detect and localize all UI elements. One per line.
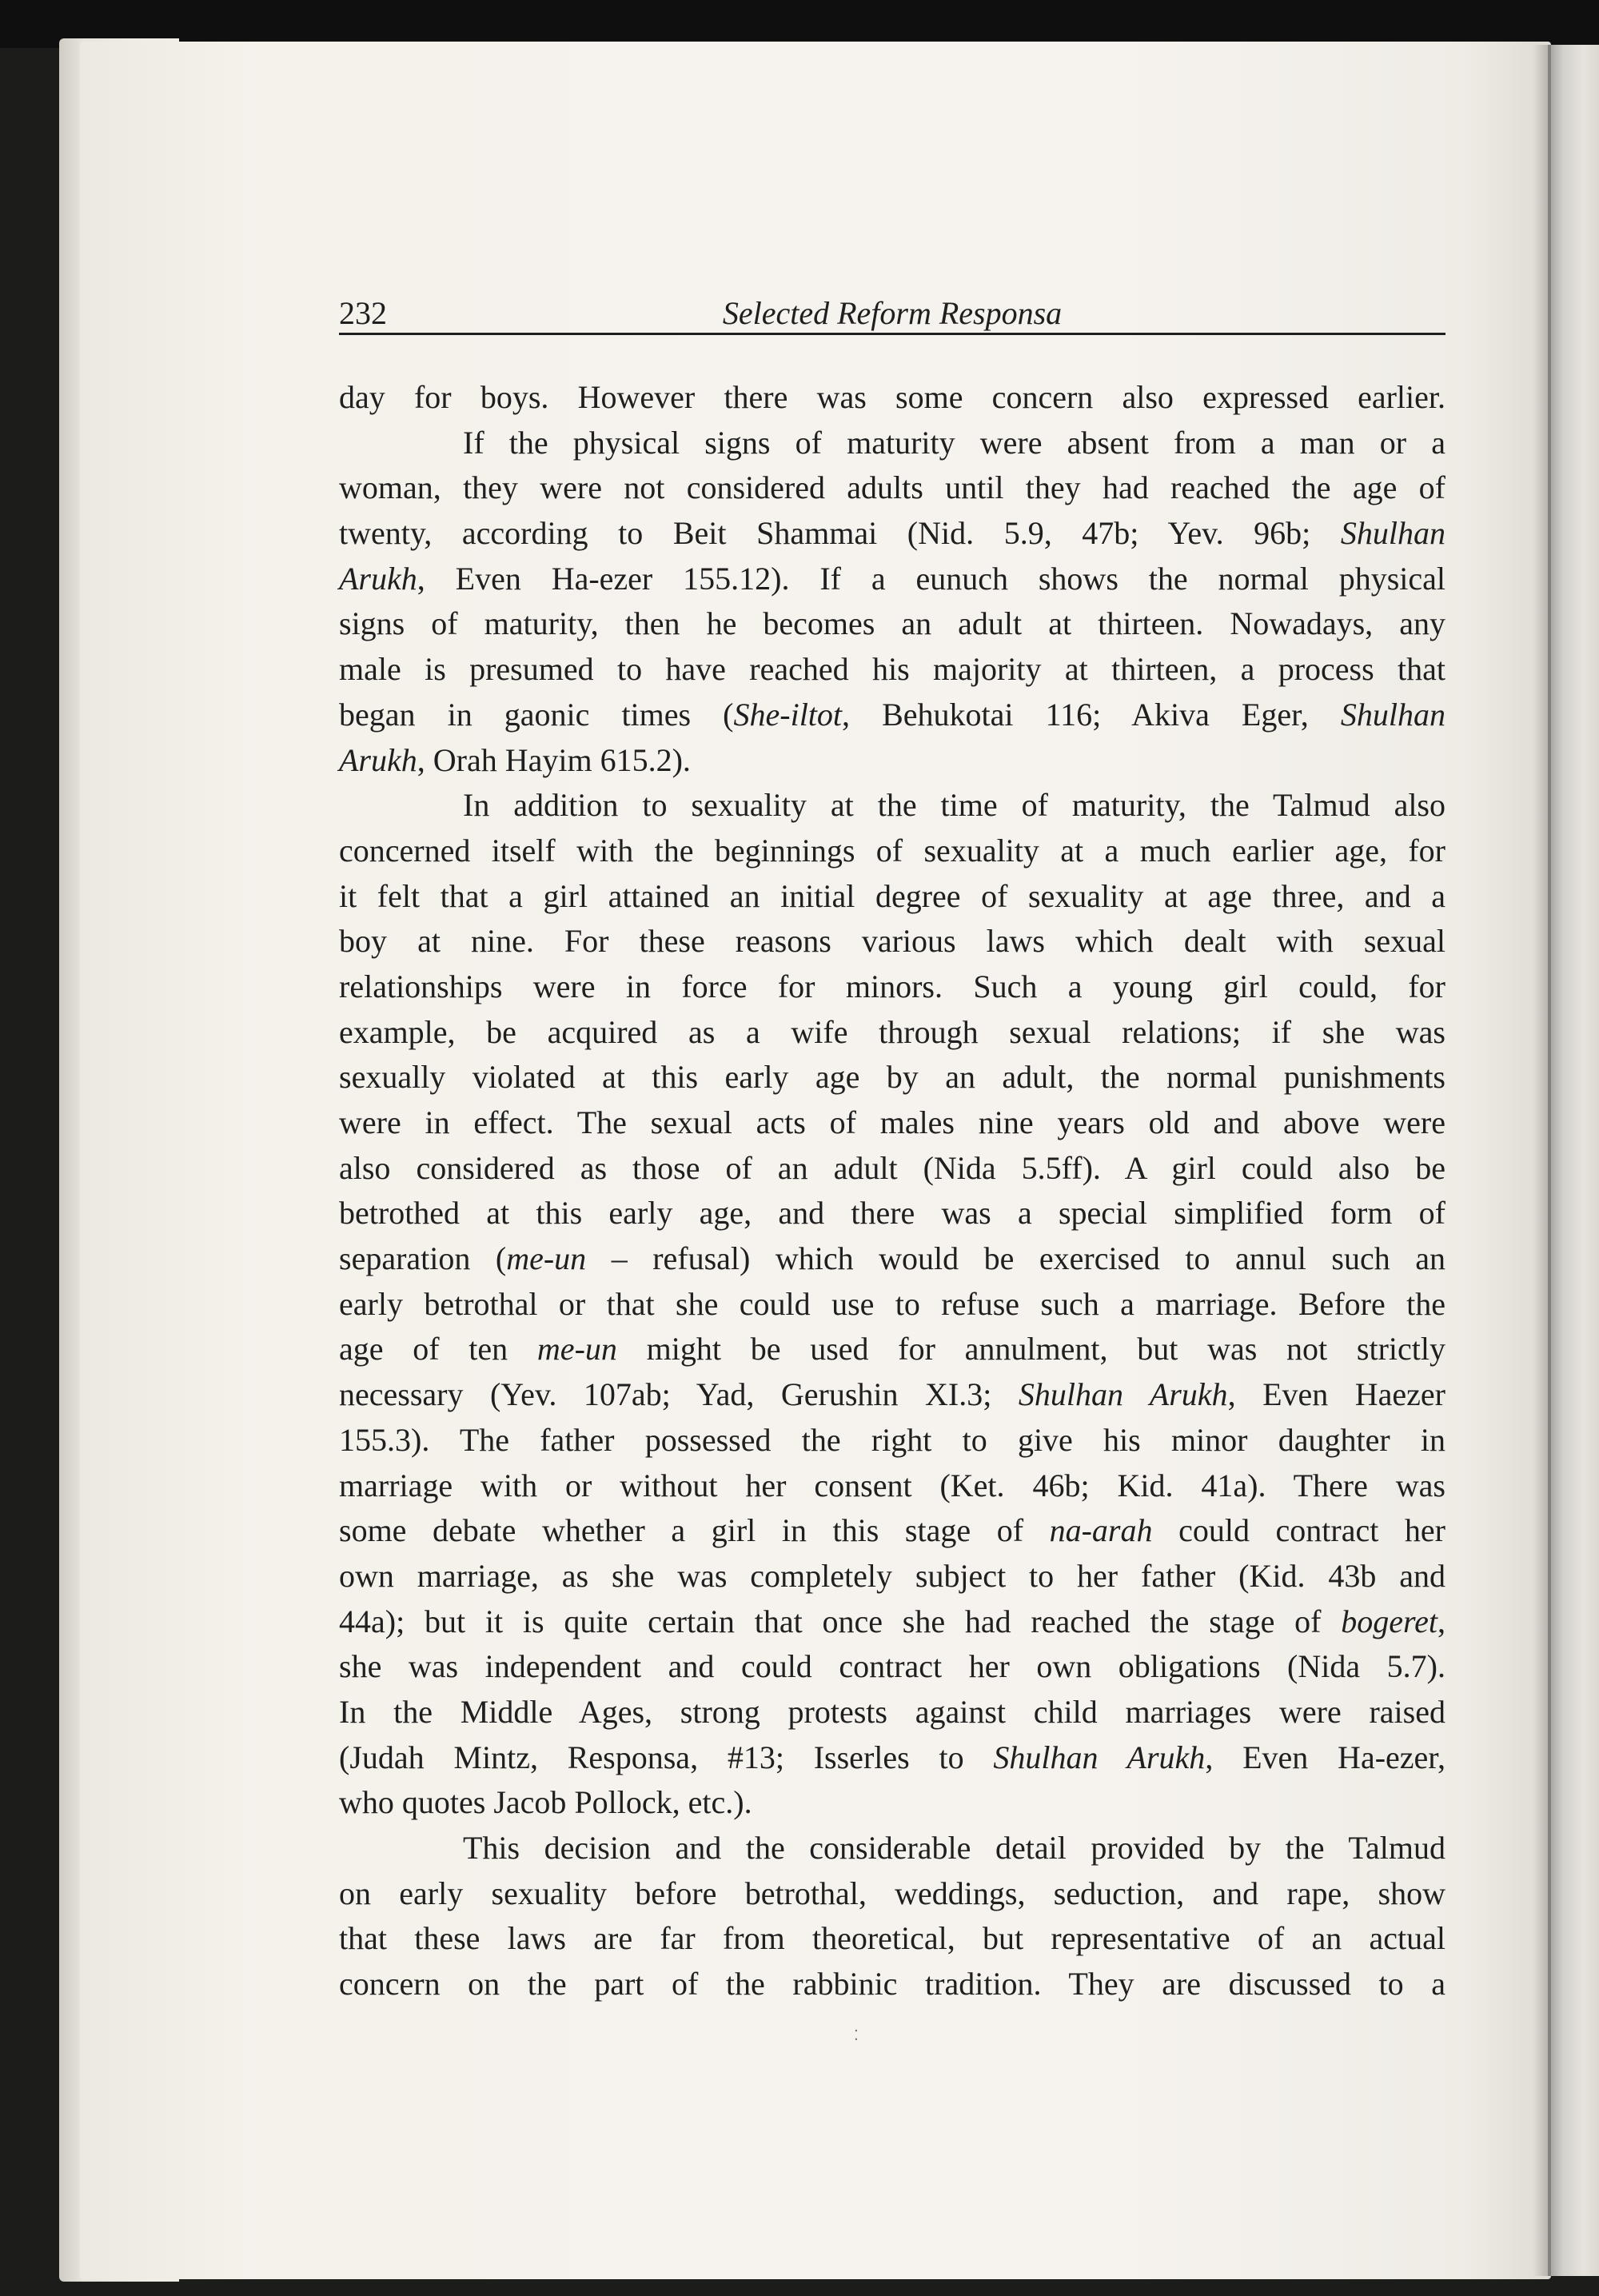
text-line: sexually violated at this early age by an adult, the normal punishments xyxy=(339,1059,1445,1096)
print-speck: ⁚ xyxy=(854,2027,859,2044)
dark-backdrop xyxy=(0,0,1599,48)
text-line: that these laws are far from theoretical, but representative of an actual xyxy=(339,1920,1445,1957)
text-line: she was independent and could contract her own obligations (Nida 5.7). xyxy=(339,1648,1445,1685)
text-line: signs of maturity, then he becomes an adult at thirteen. Nowadays, any xyxy=(339,605,1445,642)
text-line: own marriage, as she was completely subject to her father (Kid. 43b and xyxy=(339,1557,1445,1594)
text-line: 44a); but it is quite certain that once she had reached the stage of bogeret, xyxy=(339,1603,1445,1639)
text-line: were in effect. The sexual acts of males nine years old and above were xyxy=(339,1104,1445,1140)
text-line: 155.3). The father possessed the right to give his minor daughter in xyxy=(339,1421,1445,1458)
text-line: woman, they were not considered adults until they had reached the age of xyxy=(339,469,1445,506)
text-line: boy at nine. For these reasons various laws which dealt with sexual xyxy=(339,923,1445,960)
body-text xyxy=(339,375,1445,2007)
text-line: concern on the part of the rabbinic tradition. They are discussed to a xyxy=(339,1966,1445,2003)
text-line: on early sexuality before betrothal, weddings, seduction, and rape, show xyxy=(339,1875,1445,1911)
text-line: If the physical signs of maturity were absent from a man or a xyxy=(463,424,1445,461)
text-line: betrothed at this early age, and there was a special simplified form of xyxy=(339,1195,1445,1232)
text-line: age of ten me-un might be used for annulment, but was not strictly xyxy=(339,1331,1445,1368)
page-header xyxy=(339,294,1445,335)
page-number: 232 xyxy=(339,295,387,331)
text-line: Arukh, Even Ha-ezer 155.12). If a eunuch shows the normal physical xyxy=(339,560,1445,597)
text-line: twenty, according to Beit Shammai (Nid. 5.9, 47b; Yev. 96b; Shulhan xyxy=(339,515,1445,552)
text-line: it felt that a girl attained an initial degree of sexuality at age three, and a xyxy=(339,877,1445,914)
text-line: began in gaonic times (She-iltot, Behukotai 116; Akiva Eger, Shulhan xyxy=(339,696,1445,733)
text-line: also considered as those of an adult (Nida 5.5ff). A girl could also be xyxy=(339,1149,1445,1186)
text-line: early betrothal or that she could use to refuse such a marriage. Before the xyxy=(339,1285,1445,1322)
text-line: male is presumed to have reached his majority at thirteen, a process that xyxy=(339,651,1445,688)
text-line: relationships were in force for minors. Such a young girl could, for xyxy=(339,968,1445,1004)
text-line: who quotes Jacob Pollock, etc.). xyxy=(339,1784,752,1821)
text-line: In addition to sexuality at the time of maturity, the Talmud also xyxy=(463,787,1445,824)
text-line: separation (me-un – refusal) which would be exercised to annul such an xyxy=(339,1240,1445,1277)
text-line: necessary (Yev. 107ab; Yad, Gerushin XI.3; Shulhan Arukh, Even Haezer xyxy=(339,1376,1445,1413)
text-line: (Judah Mintz, Responsa, #13; Isserles to Shulhan Arukh, Even Ha-ezer, xyxy=(339,1739,1445,1775)
text-line: This decision and the considerable detail provided by the Talmud xyxy=(463,1830,1445,1866)
text-line: example, be acquired as a wife through sexual relations; if she was xyxy=(339,1013,1445,1050)
gutter-shadow xyxy=(1533,45,1551,2276)
text-line: marriage with or without her consent (Ket. 46b; Kid. 41a). There was xyxy=(339,1467,1445,1503)
facing-page-edge xyxy=(1548,45,1599,2276)
text-line: day for boys. However there was some concern also expressed earlier. xyxy=(339,379,1445,415)
text-line: concerned itself with the beginnings of sexuality at a much earlier age, for xyxy=(339,832,1445,868)
text-line: Arukh, Orah Hayim 615.2). xyxy=(339,741,691,778)
running-head: Selected Reform Responsa xyxy=(722,295,1063,331)
text-line: some debate whether a girl in this stage of na-arah could contract her xyxy=(339,1512,1446,1549)
text-line: In the Middle Ages, strong protests against child marriages were raised xyxy=(339,1693,1445,1730)
